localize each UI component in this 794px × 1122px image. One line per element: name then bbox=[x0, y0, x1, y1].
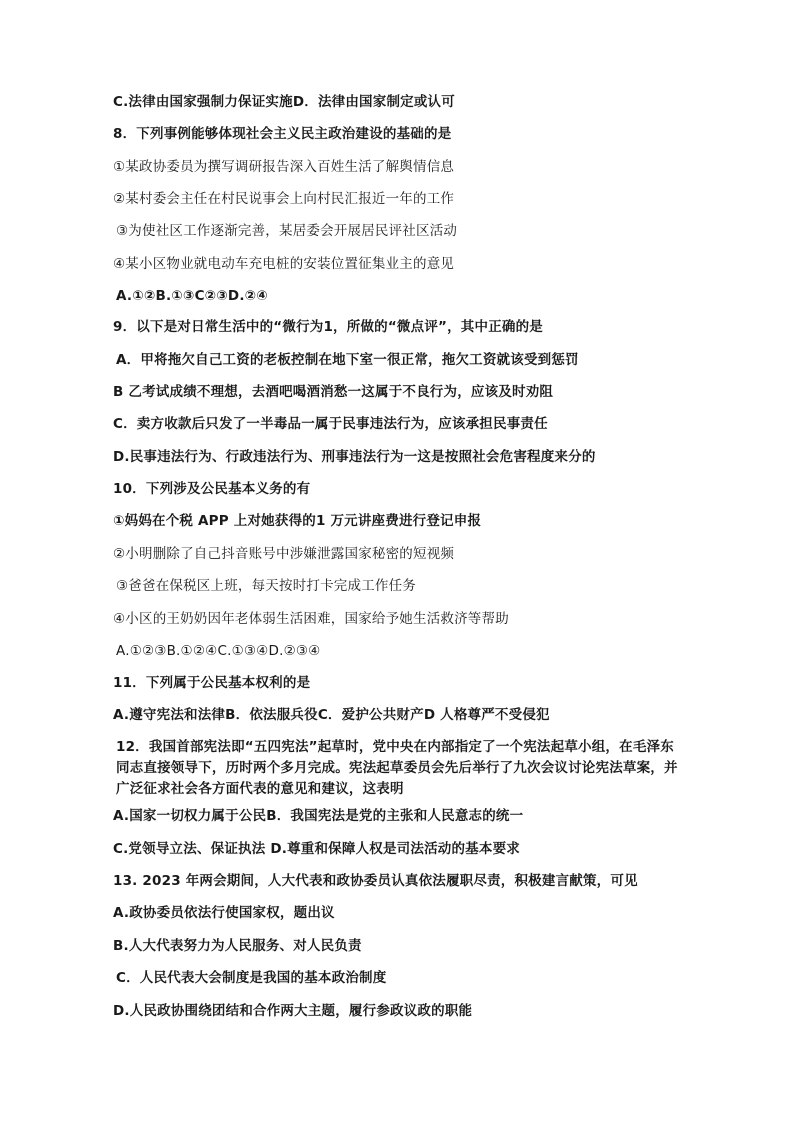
q11-options: A.遵守宪法和法律B．依法服兵役C．爱护公共财产D 人格尊严不受侵犯 bbox=[113, 707, 550, 723]
q10-stem: 10．下列涉及公民基本义务的有 bbox=[113, 481, 311, 497]
q10-statement-3: ③爸爸在保税区上班，每天按时打卡完成工作任务 bbox=[116, 578, 417, 594]
q13-option-d: D.人民政协围绕团结和合作两大主题，履行参政议政的职能 bbox=[113, 1003, 473, 1019]
q8-statement-2: ②某村委会主任在村民说事会上向村民汇报近一年的工作 bbox=[113, 191, 455, 207]
q8-options: A.①②B.①③C②③D.②④ bbox=[116, 288, 268, 304]
q11-stem: 11．下列属于公民基本权利的是 bbox=[113, 675, 311, 691]
q9-stem: 9．以下是对日常生活中的“微行为1，所做的“微点评”，其中正确的是 bbox=[113, 319, 544, 335]
q12-options-cd: C.党领导立法、保证执法 D.尊重和保障人权是司法活动的基本要求 bbox=[113, 841, 520, 857]
q8-statement-1: ①某政协委员为撰写调研报告深入百姓生活了解舆情信息 bbox=[113, 159, 455, 175]
q10-statement-4: ④小区的王奶奶因年老体弱生活困难，国家给予她生活救济等帮助 bbox=[113, 611, 509, 627]
q9-option-a: A．甲将拖欠自己工资的老板控制在地下室一很正常，拖欠工资就该受到惩罚 bbox=[116, 352, 579, 368]
q13-option-b: B.人大代表努力为人民服务、对人民负责 bbox=[113, 938, 362, 954]
q9-option-b: B 乙考试成绩不理想，去酒吧喝酒消愁一这属于不良行为，应该及时劝阻 bbox=[113, 384, 554, 400]
q10-statement-1: ①妈妈在个税 APP 上对她获得的1 万元讲座费进行登记申报 bbox=[113, 513, 482, 529]
q8-statement-3: ③为使社区工作逐渐完善，某居委会开展居民评社区活动 bbox=[116, 223, 458, 239]
q13-stem: 13. 2023 年两会期间，人大代表和政协委员认真依法履职尽责，积极建言献策，可见 bbox=[113, 873, 638, 889]
q12-stem: 12．我国首部宪法即“五四宪法”起草时，党中央在内部指定了一个宪法起草小组，在毛泽东同志直接领导下，历时两个多月完成。宪法起草委员会先后举行了九次会议讨论宪法草案，并广泛征求社会各方面代表的意见和建议，这表明 bbox=[116, 739, 678, 797]
q8-stem: 8．下列事例能够体现社会主义民主政治建设的基础的是 bbox=[113, 126, 452, 142]
q10-statement-2: ②小明删除了自己抖音账号中涉嫌泄露国家秘密的短视频 bbox=[113, 546, 455, 562]
q12-options-ab: A.国家一切权力属于公民B．我国宪法是党的主张和人民意志的统一 bbox=[113, 808, 524, 824]
q8-statement-4: ④某小区物业就电动车充电桩的安装位置征集业主的意见 bbox=[113, 256, 455, 272]
q13-option-c: C．人民代表大会制度是我国的基本政治制度 bbox=[116, 970, 387, 986]
q7-options-cd: C.法律由国家强制力保证实施D．法律由国家制定或认可 bbox=[113, 94, 455, 110]
q9-option-c: C．卖方收款后只发了一半毒品一属于民事违法行为，应该承担民事责任 bbox=[113, 416, 548, 432]
q9-option-d: D.民事违法行为、行政违法行为、刑事违法行为一这是按照社会危害程度来分的 bbox=[113, 449, 596, 465]
q10-options: A.①②③B.①②④C.①③④D.②③④ bbox=[116, 643, 321, 659]
q13-option-a: A.政协委员依法行使国家权，题出议 bbox=[113, 905, 335, 921]
